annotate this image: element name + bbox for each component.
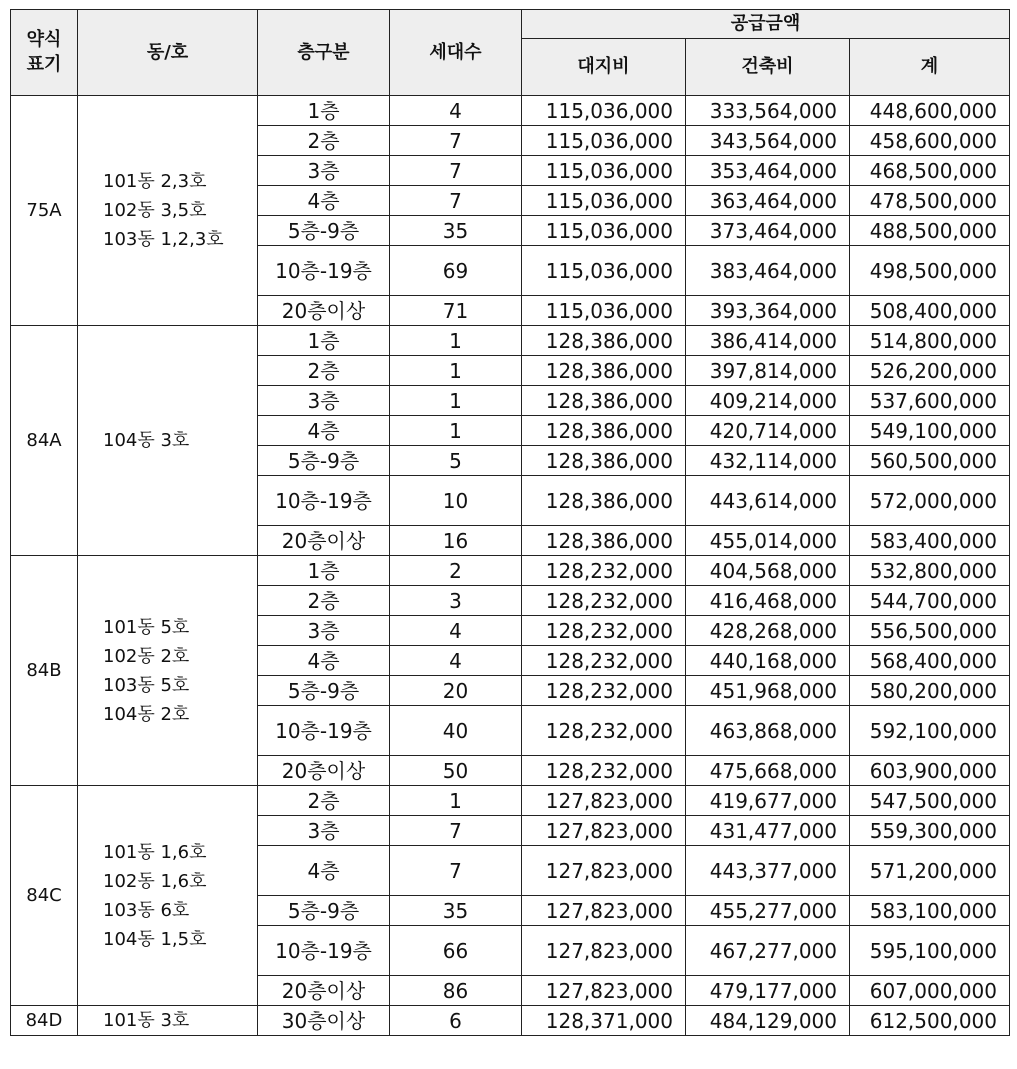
cell-land-cost: 128,232,000 (522, 756, 686, 786)
cell-floor: 10층-19층 (258, 476, 390, 526)
cell-land-cost: 127,823,000 (522, 896, 686, 926)
cell-households: 1 (390, 416, 522, 446)
cell-floor: 4층 (258, 416, 390, 446)
cell-land-cost: 127,823,000 (522, 926, 686, 976)
cell-households: 7 (390, 846, 522, 896)
cell-floor: 5층-9층 (258, 446, 390, 476)
supply-price-table (10, 9, 1010, 1036)
cell-total: 560,500,000 (850, 446, 1010, 476)
cell-total: 498,500,000 (850, 246, 1010, 296)
cell-total: 532,800,000 (850, 556, 1010, 586)
cell-building-cost: 397,814,000 (686, 356, 850, 386)
cell-building-cost: 409,214,000 (686, 386, 850, 416)
cell-land-cost: 128,386,000 (522, 356, 686, 386)
cell-building-cost: 404,568,000 (686, 556, 850, 586)
cell-building-cost: 443,377,000 (686, 846, 850, 896)
cell-building-cost: 484,129,000 (686, 1006, 850, 1036)
cell-households: 1 (390, 326, 522, 356)
cell-floor: 3층 (258, 386, 390, 416)
cell-households: 7 (390, 126, 522, 156)
cell-total: 603,900,000 (850, 756, 1010, 786)
cell-type: 84C (11, 786, 78, 1006)
header-building-cost: 건축비 (686, 39, 850, 96)
cell-households: 3 (390, 586, 522, 616)
cell-total: 458,600,000 (850, 126, 1010, 156)
cell-floor: 3층 (258, 616, 390, 646)
cell-total: 568,400,000 (850, 646, 1010, 676)
dong-ho-line: 101동 2,3호 (103, 171, 207, 192)
cell-building-cost: 353,464,000 (686, 156, 850, 186)
cell-total: 526,200,000 (850, 356, 1010, 386)
cell-land-cost: 128,386,000 (522, 416, 686, 446)
cell-households: 1 (390, 786, 522, 816)
cell-floor: 5층-9층 (258, 676, 390, 706)
cell-total: 571,200,000 (850, 846, 1010, 896)
cell-building-cost: 479,177,000 (686, 976, 850, 1006)
cell-households: 7 (390, 186, 522, 216)
header-supply-price: 공급금액 (522, 10, 1010, 39)
cell-building-cost: 431,477,000 (686, 816, 850, 846)
supply-price-table-container (10, 9, 1010, 1036)
dong-ho-line: 101동 3호 (103, 1010, 190, 1031)
cell-building-cost: 440,168,000 (686, 646, 850, 676)
header-total: 계 (850, 39, 1010, 96)
cell-floor: 4층 (258, 646, 390, 676)
cell-floor: 10층-19층 (258, 706, 390, 756)
cell-building-cost: 363,464,000 (686, 186, 850, 216)
cell-building-cost: 455,014,000 (686, 526, 850, 556)
cell-floor: 4층 (258, 186, 390, 216)
cell-type: 75A (11, 96, 78, 326)
header-dong-ho: 동/호 (78, 10, 258, 96)
cell-households: 10 (390, 476, 522, 526)
cell-dong-ho (78, 96, 258, 326)
cell-households: 69 (390, 246, 522, 296)
header-type (11, 10, 78, 96)
table-row (11, 1006, 1010, 1036)
cell-floor: 20층이상 (258, 296, 390, 326)
cell-households: 86 (390, 976, 522, 1006)
cell-building-cost: 416,468,000 (686, 586, 850, 616)
cell-households: 4 (390, 616, 522, 646)
cell-land-cost: 115,036,000 (522, 246, 686, 296)
cell-floor: 10층-19층 (258, 246, 390, 296)
cell-land-cost: 115,036,000 (522, 296, 686, 326)
dong-ho-line: 104동 3호 (103, 430, 190, 451)
cell-floor: 1층 (258, 556, 390, 586)
cell-total: 478,500,000 (850, 186, 1010, 216)
cell-floor: 10층-19층 (258, 926, 390, 976)
cell-dong-ho (78, 786, 258, 1006)
cell-floor: 30층이상 (258, 1006, 390, 1036)
cell-floor: 20층이상 (258, 756, 390, 786)
cell-households: 35 (390, 896, 522, 926)
dong-ho-line: 103동 1,2,3호 (103, 229, 224, 250)
cell-total: 547,500,000 (850, 786, 1010, 816)
cell-total: 583,400,000 (850, 526, 1010, 556)
cell-land-cost: 127,823,000 (522, 976, 686, 1006)
dong-ho-line: 102동 2호 (103, 645, 190, 667)
dong-ho-line: 104동 2호 (103, 703, 190, 725)
cell-dong-ho (78, 1006, 258, 1036)
cell-building-cost: 451,968,000 (686, 676, 850, 706)
cell-total: 580,200,000 (850, 676, 1010, 706)
cell-total: 514,800,000 (850, 326, 1010, 356)
cell-households: 35 (390, 216, 522, 246)
cell-type: 84A (11, 326, 78, 556)
cell-total: 488,500,000 (850, 216, 1010, 246)
cell-households: 1 (390, 356, 522, 386)
cell-total: 468,500,000 (850, 156, 1010, 186)
cell-land-cost: 128,232,000 (522, 646, 686, 676)
cell-total: 612,500,000 (850, 1006, 1010, 1036)
cell-building-cost: 443,614,000 (686, 476, 850, 526)
dong-ho-line: 102동 3,5호 (103, 200, 207, 221)
cell-building-cost: 419,677,000 (686, 786, 850, 816)
dong-ho-line: 104동 1,5호 (103, 928, 207, 950)
cell-floor: 2층 (258, 586, 390, 616)
table-row (11, 326, 1010, 356)
header-floor: 층구분 (258, 10, 390, 96)
cell-floor: 5층-9층 (258, 896, 390, 926)
cell-total: 592,100,000 (850, 706, 1010, 756)
cell-households: 50 (390, 756, 522, 786)
cell-land-cost: 115,036,000 (522, 126, 686, 156)
cell-total: 508,400,000 (850, 296, 1010, 326)
cell-land-cost: 115,036,000 (522, 96, 686, 126)
dong-ho-line: 103동 6호 (103, 899, 190, 921)
cell-floor: 20층이상 (258, 976, 390, 1006)
cell-total: 583,100,000 (850, 896, 1010, 926)
cell-households: 40 (390, 706, 522, 756)
dong-ho-line: 101동 5호 (103, 616, 190, 638)
cell-households: 4 (390, 646, 522, 676)
cell-land-cost: 128,232,000 (522, 556, 686, 586)
cell-dong-ho (78, 556, 258, 786)
cell-households: 1 (390, 386, 522, 416)
cell-building-cost: 383,464,000 (686, 246, 850, 296)
cell-floor: 3층 (258, 156, 390, 186)
cell-total: 607,000,000 (850, 976, 1010, 1006)
cell-total: 595,100,000 (850, 926, 1010, 976)
cell-total: 572,000,000 (850, 476, 1010, 526)
cell-households: 6 (390, 1006, 522, 1036)
cell-land-cost: 128,386,000 (522, 386, 686, 416)
table-row (11, 96, 1010, 126)
cell-building-cost: 343,564,000 (686, 126, 850, 156)
cell-floor: 4층 (258, 846, 390, 896)
cell-total: 556,500,000 (850, 616, 1010, 646)
cell-land-cost: 127,823,000 (522, 846, 686, 896)
cell-floor: 3층 (258, 816, 390, 846)
cell-floor: 20층이상 (258, 526, 390, 556)
cell-dong-ho (78, 326, 258, 556)
cell-building-cost: 455,277,000 (686, 896, 850, 926)
cell-land-cost: 127,823,000 (522, 816, 686, 846)
table-row (11, 786, 1010, 816)
cell-land-cost: 128,232,000 (522, 586, 686, 616)
cell-building-cost: 420,714,000 (686, 416, 850, 446)
cell-land-cost: 128,386,000 (522, 526, 686, 556)
cell-floor: 1층 (258, 96, 390, 126)
table-row (11, 556, 1010, 586)
cell-households: 16 (390, 526, 522, 556)
header-type-label: 약식 표기 (26, 29, 62, 75)
cell-building-cost: 432,114,000 (686, 446, 850, 476)
cell-land-cost: 128,386,000 (522, 476, 686, 526)
cell-building-cost: 467,277,000 (686, 926, 850, 976)
cell-type: 84D (11, 1006, 78, 1036)
cell-building-cost: 463,868,000 (686, 706, 850, 756)
cell-floor: 5층-9층 (258, 216, 390, 246)
cell-building-cost: 475,668,000 (686, 756, 850, 786)
table-body (11, 96, 1010, 1036)
table-header (11, 10, 1010, 96)
cell-land-cost: 128,371,000 (522, 1006, 686, 1036)
cell-total: 549,100,000 (850, 416, 1010, 446)
cell-land-cost: 128,386,000 (522, 326, 686, 356)
cell-building-cost: 373,464,000 (686, 216, 850, 246)
dong-ho-line: 103동 5호 (103, 674, 190, 696)
cell-households: 5 (390, 446, 522, 476)
cell-land-cost: 128,232,000 (522, 706, 686, 756)
cell-households: 66 (390, 926, 522, 976)
cell-land-cost: 128,232,000 (522, 616, 686, 646)
cell-total: 537,600,000 (850, 386, 1010, 416)
cell-building-cost: 428,268,000 (686, 616, 850, 646)
cell-land-cost: 115,036,000 (522, 186, 686, 216)
cell-type: 84B (11, 556, 78, 786)
cell-building-cost: 386,414,000 (686, 326, 850, 356)
cell-building-cost: 393,364,000 (686, 296, 850, 326)
dong-ho-line: 101동 1,6호 (103, 841, 207, 863)
cell-households: 7 (390, 816, 522, 846)
cell-households: 20 (390, 676, 522, 706)
cell-total: 544,700,000 (850, 586, 1010, 616)
header-land-cost: 대지비 (522, 39, 686, 96)
cell-land-cost: 128,232,000 (522, 676, 686, 706)
cell-land-cost: 128,386,000 (522, 446, 686, 476)
cell-total: 448,600,000 (850, 96, 1010, 126)
cell-land-cost: 115,036,000 (522, 216, 686, 246)
cell-households: 7 (390, 156, 522, 186)
dong-ho-line: 102동 1,6호 (103, 870, 207, 892)
cell-land-cost: 115,036,000 (522, 156, 686, 186)
cell-building-cost: 333,564,000 (686, 96, 850, 126)
cell-floor: 2층 (258, 126, 390, 156)
cell-households: 71 (390, 296, 522, 326)
cell-households: 2 (390, 556, 522, 586)
cell-total: 559,300,000 (850, 816, 1010, 846)
cell-floor: 2층 (258, 356, 390, 386)
cell-floor: 1층 (258, 326, 390, 356)
header-households: 세대수 (390, 10, 522, 96)
cell-land-cost: 127,823,000 (522, 786, 686, 816)
cell-households: 4 (390, 96, 522, 126)
cell-floor: 2층 (258, 786, 390, 816)
